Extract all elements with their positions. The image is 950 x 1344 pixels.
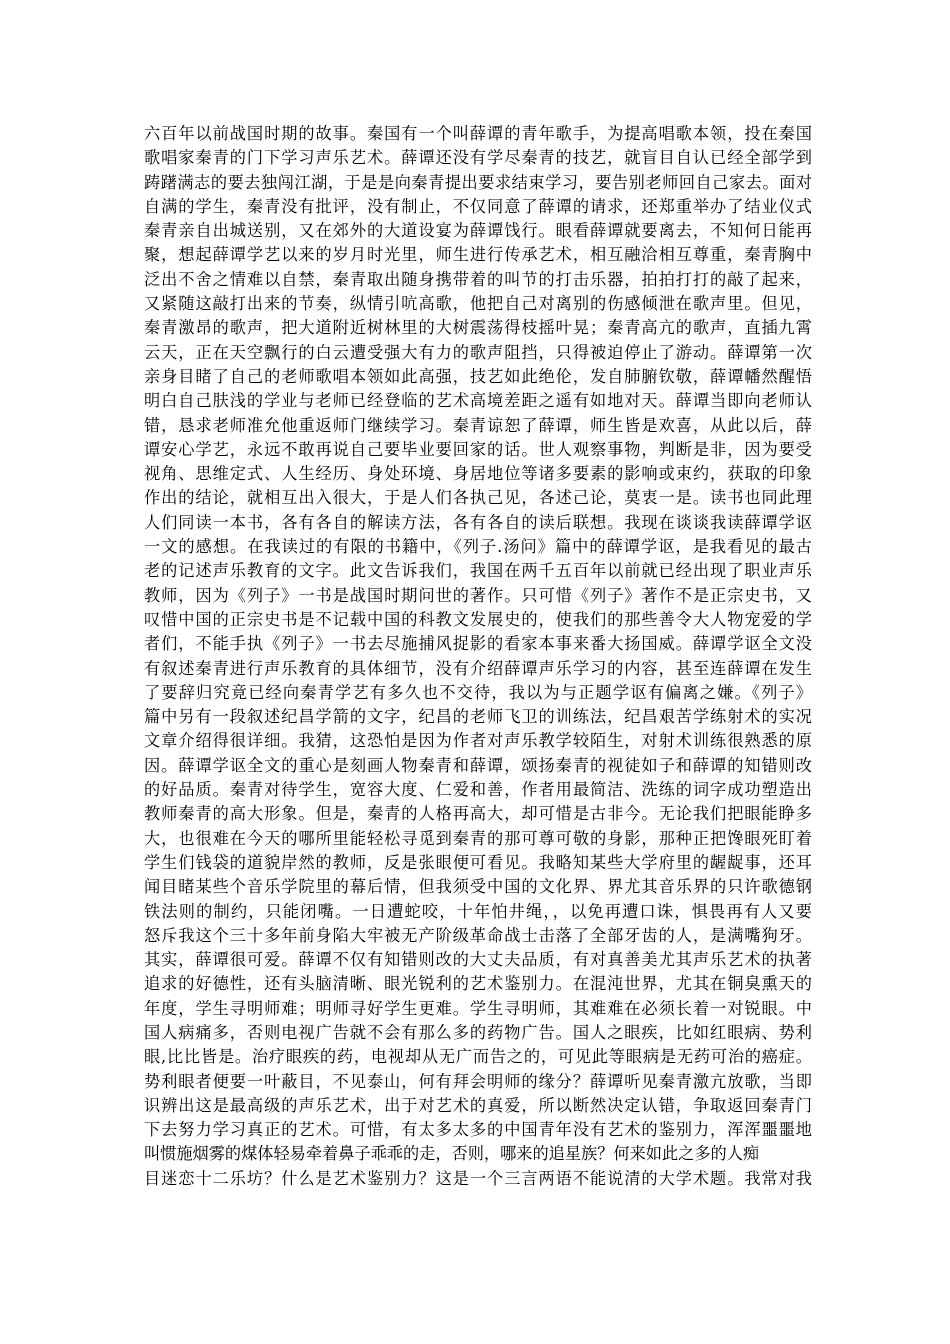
text-line: 明白自己肤浅的学业与老师已经登临的艺术高境差距之遥有如地对天。薛谭当即向老师认 — [144, 391, 812, 411]
text-line: 作出的结论，就相互出入很大，于是人们各执己见，各述己论，莫衷一是。读书也同此理 — [144, 488, 812, 508]
text-line: 者们，不能手执《列子》一书去尽施捕风捉影的看家本事来番大扬国威。薛谭学讴全文没 — [144, 634, 812, 654]
text-line: 云天，正在天空飘行的白云遭受强大有力的歌声阻挡，只得被迫停止了游动。薛谭第一次 — [144, 342, 812, 362]
text-line: 铁法则的制约，只能闭嘴。一日遭蛇咬，十年怕井绳，，以免再遭口诛，惧畏再有人又要 — [144, 901, 812, 921]
text-line: 学生们钱袋的道貌岸然的教师，反是张眼便可看见。我略知某些大学府里的龌龊事，还耳 — [144, 852, 812, 872]
text-line: 视角、思维定式、人生经历、身处环境、身居地位等诸多要素的影响或束约，获取的印象 — [144, 464, 812, 484]
text-line: 有叙述秦青进行声乐教育的具体细节，没有介绍薛谭声乐学习的内容，甚至连薛谭在发生 — [144, 658, 812, 678]
text-line: 谭安心学艺，永远不敢再说自己要毕业要回家的话。世人观察事物，判断是非，因为要受 — [144, 439, 812, 459]
text-line: 篇中另有一段叙述纪昌学箭的文字，纪昌的老师飞卫的训练法，纪昌艰苦学练射术的实况 — [144, 707, 812, 727]
text-line: 人们同读一本书，各有各自的解读方法，各有各自的读后联想。我现在谈谈我读薛谭学讴 — [144, 512, 812, 532]
text-line: 聚，想起薛谭学艺以来的岁月时光里，师生进行传承艺术，相互融洽相互尊重，秦青胸中 — [144, 245, 812, 265]
text-line: 踌躇满志的要去独闯江湖，于是是向秦青提出要求结束学习，要告别老师回自己家去。面对 — [144, 172, 812, 192]
text-line: 教师秦青的高大形象。但是，秦青的人格再高大，却可惜是古非今。无论我们把眼能睁多 — [144, 804, 812, 824]
text-line: 泛出不舍之情难以自禁，秦青取出随身携带着的叫节的打击乐器，拍拍打打的敲了起来， — [144, 269, 812, 289]
text-line: 文章介绍得很详细。我猜，这恐怕是因为作者对声乐教学较陌生，对射术训练很熟悉的原 — [144, 731, 812, 751]
text-line: 因。薛谭学讴全文的重心是刻画人物秦青和薛谭，颂扬秦青的视徒如子和薛谭的知错则改 — [144, 755, 812, 775]
text-line: 国人病痛多，否则电视广告就不会有那么多的药物广告。国人之眼疾，比如红眼病、势利 — [144, 1022, 812, 1042]
text-line: 年度，学生寻明师难；明师寻好学生更难。学生寻明师，其难难在必须长着一对锐眼。中 — [144, 998, 812, 1018]
text-line: 亲身目睹了自己的老师歌唱本领如此高强，技艺如此绝伦，发自肺腑钦敬，薛谭幡然醒悟 — [144, 366, 812, 386]
text-line: 眼,比比皆是。治疗眼疾的药，电视却从无广而告之的，可见此等眼病是无药可治的癌症。 — [144, 1047, 812, 1067]
text-line: 秦青激昂的歌声，把大道附近树林里的大树震荡得枝摇叶晃；秦青高亢的歌声，直插九霄 — [144, 318, 812, 338]
text-line: 怒斥我这个三十多年前身陷大牢被无产阶级革命战士击落了全部牙齿的人，是满嘴狗牙。 — [144, 925, 812, 945]
text-line: 闻目睹某些个音乐学院里的幕后情，但我须受中国的文化界、界尤其音乐界的只许歌德钢 — [144, 877, 812, 897]
text-line: 又紧随这敲打出来的节奏，纵情引吭高歌，他把自己对离别的伤感倾泄在歌声里。但见， — [144, 294, 812, 314]
text-line: 目迷恋十二乐坊？什么是艺术鉴别力？这是一个三言两语不能说清的大学术题。我常对我 — [144, 1168, 812, 1188]
text-line: 错，恳求老师准允他重返师门继续学习。秦青谅恕了薛谭，师生皆是欢喜，从此以后，薛 — [144, 415, 812, 435]
text-line: 大，也很难在今天的哪所里能轻松寻觅到秦青的那可尊可敬的身影，那种正把馋眼死盯着 — [144, 828, 812, 848]
text-line: 势利眼者便要一叶蔽目，不见泰山，何有拜会明师的缘分？薛谭听见秦青激亢放歌，当即 — [144, 1071, 812, 1091]
text-line: 秦青亲自出城送别，又在郊外的大道设宴为薛谭饯行。眼看薛谭就要离去，不知何日能再 — [144, 221, 812, 241]
text-line: 追求的好德性，还有头脑清晰、眼光锐利的艺术鉴别力。在混沌世界，尤其在铜臭熏天的 — [144, 974, 812, 994]
text-line: 了要辞归究竟已经向秦青学艺有多久也不交待，我以为与正题学讴有偏离之嫌。《列子》 — [144, 682, 812, 702]
text-line: 教师，因为《列子》一书是战国时期问世的著作。只可惜《列子》著作不是正宗史书，又 — [144, 585, 812, 605]
text-line: 识辨出这是最高级的声乐艺术，出于对艺术的真爱，所以断然决定认错，争取返回秦青门 — [144, 1095, 812, 1115]
body-text — [144, 122, 812, 1191]
text-line: 一文的感想。在我读过的有限的书籍中，《列子.汤问》篇中的薛谭学讴，是我看见的最古 — [144, 537, 812, 557]
text-line: 叹惜中国的正宗史书是不记载中国的科教文发展史的，使我们的那些善令大人物宠爱的学 — [144, 609, 812, 629]
text-line: 自满的学生，秦青没有批评，没有制止，不仅同意了薛谭的请求，还郑重举办了结业仪式 — [144, 196, 812, 216]
text-line: 的好品质。秦青对待学生，宽容大度、仁爱和善，作者用最简洁、洗练的词字成功塑造出 — [144, 780, 812, 800]
text-line: 叫惯施烟雾的煤体轻易牵着鼻子乖乖的走，否则，哪来的追星族？何来如此之多的人痴 — [144, 1144, 760, 1164]
text-line: 其实，薛谭很可爱。薛谭不仅有知错则改的大丈夫品质，有对真善美尤其声乐艺术的执著 — [144, 950, 812, 970]
text-line: 六百年以前战国时期的故事。秦国有一个叫薛谭的青年歌手，为提高唱歌本领，投在秦国 — [144, 124, 812, 143]
text-line: 老的记述声乐教育的文字。此文告诉我们，我国在两千五百年以前就已经出现了职业声乐 — [144, 561, 812, 581]
text-line: 下去努力学习真正的艺术。可惜，有太多太多的中国青年没有艺术的鉴别力，浑浑噩噩地 — [144, 1120, 812, 1140]
text-line: 歌唱家秦青的门下学习声乐艺术。薛谭还没有学尽秦青的技艺，就盲目自认已经全部学到 — [144, 148, 812, 168]
